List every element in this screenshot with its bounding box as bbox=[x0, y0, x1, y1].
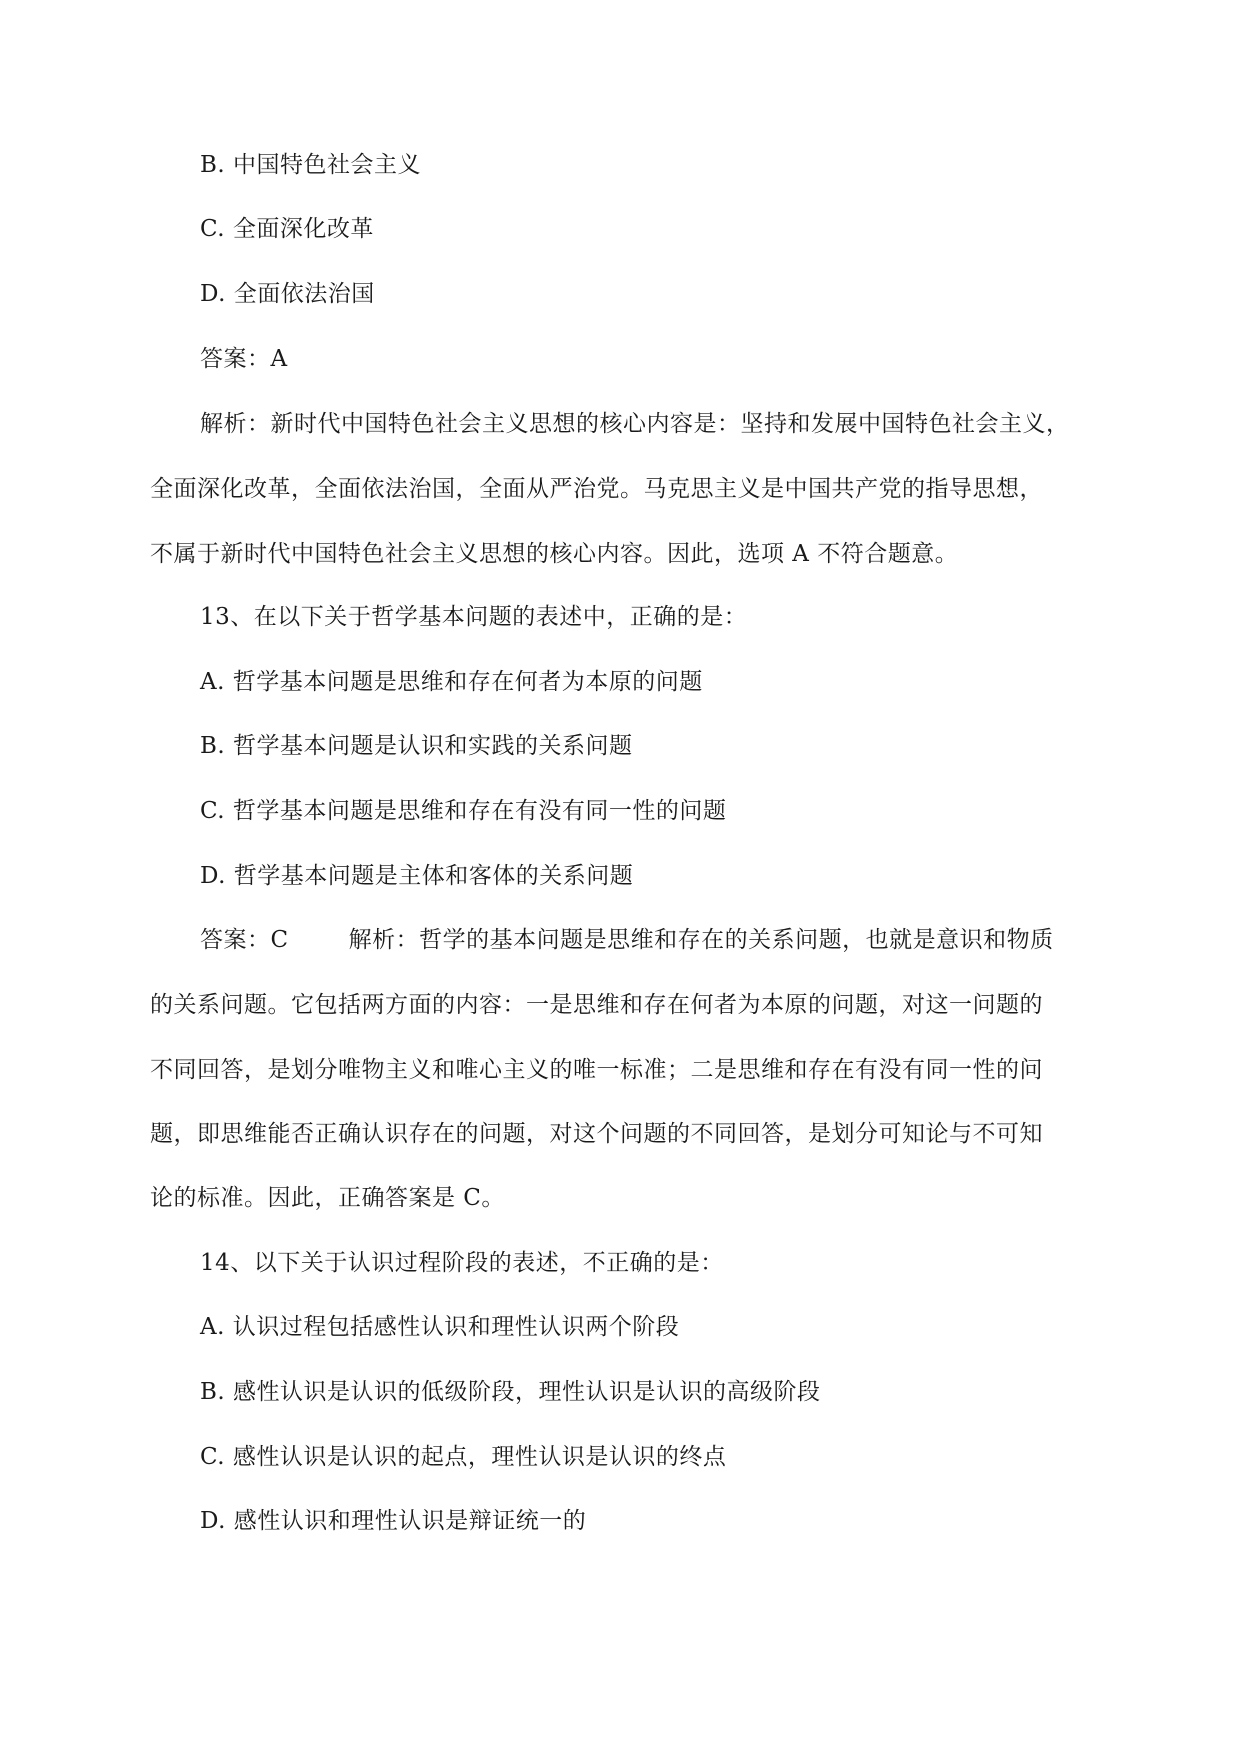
q13-option-a: A. 哲学基本问题是思维和存在何者为本原的问题 bbox=[200, 669, 703, 695]
q13-answer: 答案：C bbox=[200, 927, 289, 953]
q13-question: 13、在以下关于哲学基本问题的表述中，正确的是： bbox=[200, 604, 748, 630]
q12-analysis-line-3: 不属于新时代中国特色社会主义思想的核心内容。因此，选项 A 不符合题意。 bbox=[150, 541, 959, 567]
q12-option-d: D. 全面依法治国 bbox=[200, 281, 375, 307]
q13-analysis-first: 解析：哲学的基本问题是思维和存在的关系问题，也就是意识和物质 bbox=[348, 927, 1054, 953]
q14-question: 14、以下关于认识过程阶段的表述，不正确的是： bbox=[200, 1250, 724, 1276]
q12-option-b: B. 中国特色社会主义 bbox=[200, 152, 422, 178]
q14-option-a: A. 认识过程包括感性认识和理性认识两个阶段 bbox=[200, 1314, 680, 1340]
q13-analysis-line-2: 的关系问题。它包括两方面的内容：一是思维和存在何者为本原的问题，对这一问题的 bbox=[150, 992, 1043, 1018]
q13-answer-line bbox=[200, 925, 1054, 955]
q13-option-b: B. 哲学基本问题是认识和实践的关系问题 bbox=[200, 733, 633, 759]
q13-option-d: D. 哲学基本问题是主体和客体的关系问题 bbox=[200, 863, 634, 889]
q13-option-c: C. 哲学基本问题是思维和存在有没有同一性的问题 bbox=[200, 798, 727, 824]
q14-option-c: C. 感性认识是认识的起点，理性认识是认识的终点 bbox=[200, 1444, 727, 1470]
q14-option-d: D. 感性认识和理性认识是辩证统一的 bbox=[200, 1508, 587, 1534]
q12-option-c: C. 全面深化改革 bbox=[200, 216, 374, 242]
q13-analysis-line-4: 题，即思维能否正确认识存在的问题，对这个问题的不同回答，是划分可知论与不可知 bbox=[150, 1121, 1043, 1147]
q13-analysis-line-3: 不同回答，是划分唯物主义和唯心主义的唯一标准；二是思维和存在有没有同一性的问 bbox=[150, 1057, 1043, 1083]
q14-option-b: B. 感性认识是认识的低级阶段，理性认识是认识的高级阶段 bbox=[200, 1379, 821, 1405]
q12-answer: 答案：A bbox=[200, 346, 288, 372]
q12-analysis-line-2: 全面深化改革，全面依法治国，全面从严治党。马克思主义是中国共产党的指导思想， bbox=[150, 476, 1043, 502]
q12-analysis-line-1: 解析：新时代中国特色社会主义思想的核心内容是：坚持和发展中国特色社会主义， bbox=[200, 411, 1070, 437]
q13-analysis-line-5: 论的标准。因此，正确答案是 C。 bbox=[150, 1185, 505, 1211]
